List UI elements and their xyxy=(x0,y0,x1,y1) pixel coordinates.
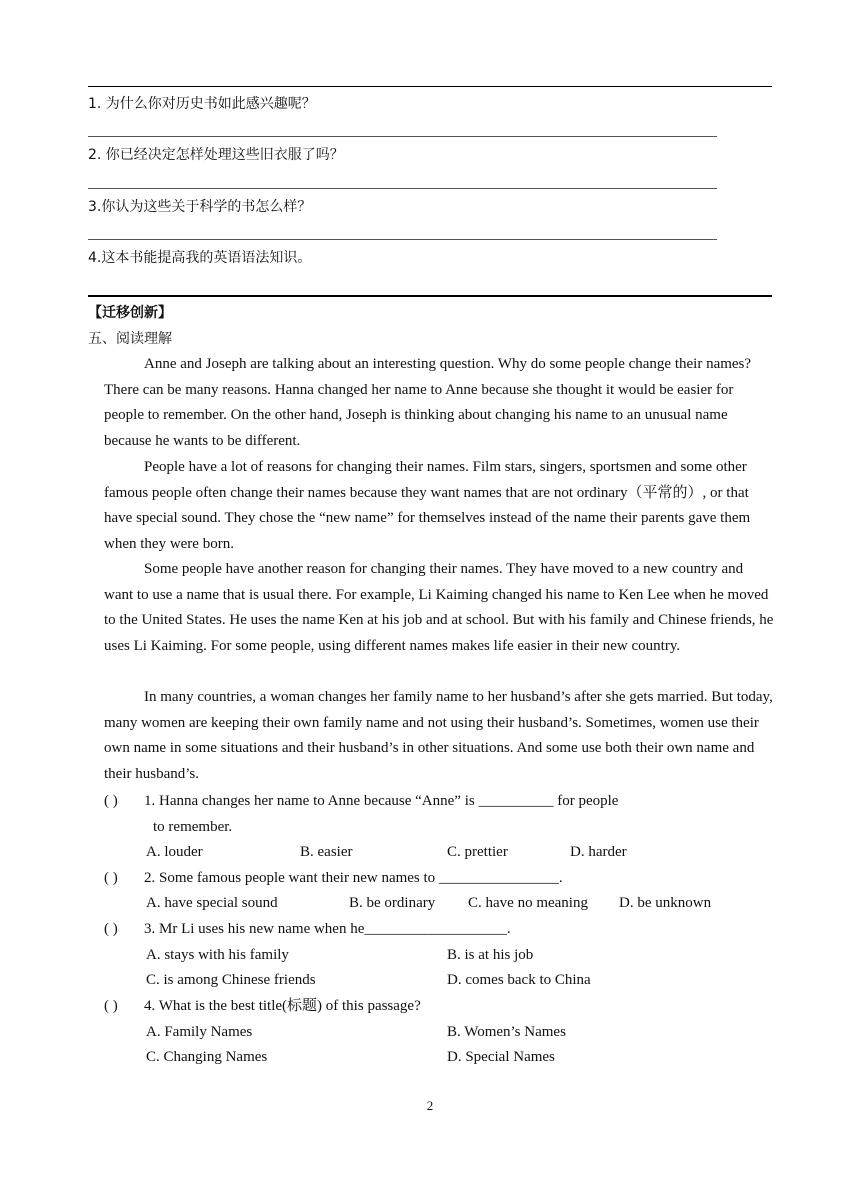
q1-option-a[interactable]: A. louder xyxy=(146,844,203,860)
answer-bracket-1[interactable]: ( ) xyxy=(104,793,118,809)
q1-option-b[interactable]: B. easier xyxy=(300,844,353,860)
section-heading: 【迁移创新】 xyxy=(88,305,172,321)
translation-item-2: 2. 你已经决定怎样处理这些旧衣服了吗？ xyxy=(88,147,344,163)
answer-bracket-2[interactable]: ( ) xyxy=(104,870,118,886)
translation-item-3: 3.你认为这些关于科学的书怎么样？ xyxy=(88,199,312,215)
q2-option-a[interactable]: A. have special sound xyxy=(146,895,278,911)
question-3-stem: 3. Mr Li uses his new name when he___________________. xyxy=(144,921,511,937)
q3-option-b[interactable]: B. is at his job xyxy=(447,947,534,963)
translation-item-1: 1. 为什么你对历史书如此感兴趣呢？ xyxy=(88,96,316,112)
q4-option-d[interactable]: D. Special Names xyxy=(447,1049,555,1065)
answer-bracket-3[interactable]: ( ) xyxy=(104,921,118,937)
q2-option-c[interactable]: C. have no meaning xyxy=(468,895,588,911)
page-number: 2 xyxy=(426,1098,434,1113)
passage-paragraph-2: People have a lot of reasons for changing their names. Film stars, singers, sportsmen and some other famous people often change their names because they want names that are not ordinary（平常的）, or that have special sound. They chose the “new name” for themselves instead of the name their parents gave them when they were born. xyxy=(104,459,751,552)
passage-paragraph-3: Some people have another reason for changing their names. They have moved to a new country and want to use a name that is usual there. For example, Li Kaiming changed his name to Ken Lee when he moved to the United States. He uses the name Ken at his job and at school. But with his family and Chinese friends, he uses Li Kaiming. For some people, using different names makes life easier in their new country. xyxy=(104,561,774,654)
answer-line-1[interactable] xyxy=(88,136,717,137)
q2-option-d[interactable]: D. be unknown xyxy=(619,895,712,911)
q4-option-a[interactable]: A. Family Names xyxy=(146,1024,253,1040)
section-rule xyxy=(88,295,772,297)
question-2-stem: 2. Some famous people want their new names to ________________. xyxy=(144,870,563,886)
q3-option-d[interactable]: D. comes back to China xyxy=(447,972,591,988)
question-1-stem: 1. Hanna changes her name to Anne because “Anne” is __________ for people xyxy=(144,793,619,809)
translation-item-4: 4.这本书能提高我的英语语法知识。 xyxy=(88,250,312,266)
answer-bracket-4[interactable]: ( ) xyxy=(104,998,118,1014)
top-rule xyxy=(88,86,772,87)
section-subheading: 五、阅读理解 xyxy=(88,331,172,347)
q3-option-a[interactable]: A. stays with his family xyxy=(146,947,289,963)
question-1-stem-cont: to remember. xyxy=(153,819,233,835)
passage-paragraph-1: Anne and Joseph are talking about an interesting question. Why do some people change their names? There can be many reasons. Hanna changed her name to Anne because she thought it would be easier for people to remember. On the other hand, Joseph is thinking about changing his name to an unusual name because he wants to be different. xyxy=(104,356,752,449)
q4-option-c[interactable]: C. Changing Names xyxy=(146,1049,268,1065)
q1-option-c[interactable]: C. prettier xyxy=(447,844,508,860)
question-4-stem: 4. What is the best title(标题) of this passage? xyxy=(144,998,421,1014)
answer-line-3[interactable] xyxy=(88,239,717,240)
q1-option-d[interactable]: D. harder xyxy=(570,844,627,860)
answer-line-2[interactable] xyxy=(88,188,717,189)
passage-paragraph-4: In many countries, a woman changes her family name to her husband’s after she gets married. But today, many women are keeping their own family name and not using their husband’s. Sometimes, women use their own name in some situations and their husband’s in other situations. And some use both their own name and their husband’s. xyxy=(104,689,773,782)
q4-option-b[interactable]: B. Women’s Names xyxy=(447,1024,566,1040)
q2-option-b[interactable]: B. be ordinary xyxy=(349,895,436,911)
q3-option-c[interactable]: C. is among Chinese friends xyxy=(146,972,316,988)
